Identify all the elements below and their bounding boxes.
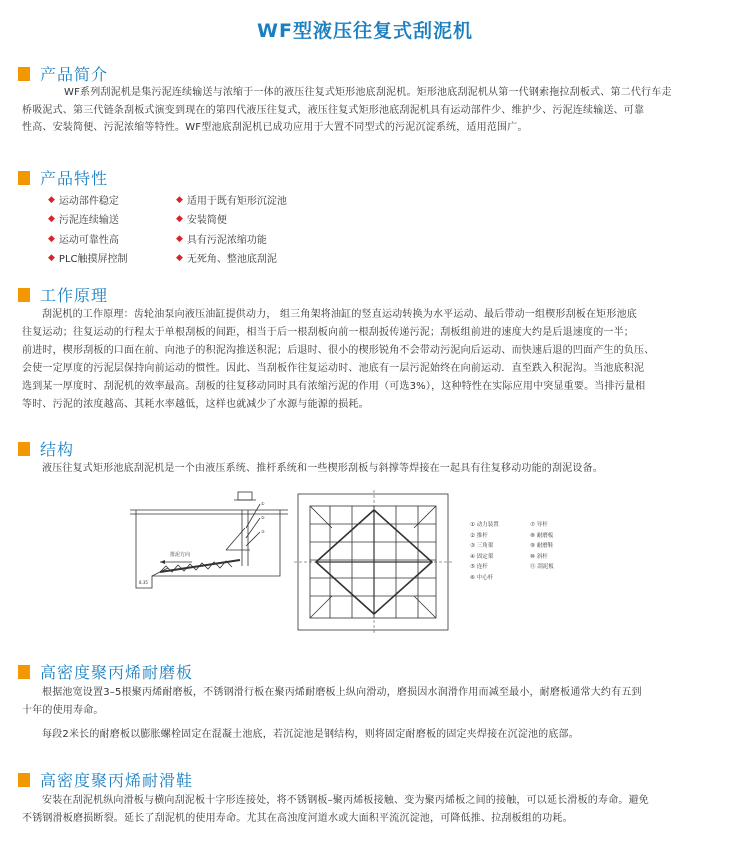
feature-label: 适用于既有矩形沉淀池 bbox=[186, 196, 287, 207]
plan-view-diagram bbox=[292, 488, 457, 638]
principle-line: 刮泥机的工作原理：齿轮油泵向液压油缸提供动力， 组三角架将油缸的竖直运动转换为水平运动、最后带动一组楔形刮板在矩形池底 bbox=[42, 309, 637, 320]
callout-number: ② bbox=[261, 515, 265, 520]
intro-line: WF系列刮泥机是集污泥连续输送与浓缩于一体的液压往复式矩形池底刮泥机。矩形池底刮泥机从第一代钢索拖拉刮板式、第二代行车走 bbox=[64, 87, 672, 98]
level-label: 8.35 bbox=[139, 580, 148, 585]
power-unit bbox=[238, 492, 252, 500]
side-elevation-diagram bbox=[130, 488, 290, 618]
legend-item: ③ 三角架 bbox=[470, 543, 494, 549]
principle-line: 往复运动；往复运动的行程太于单根刮板的间距，相当于后一根刮板向前一根刮扳传递污泥；刮板组前进的速度大约是后退速度的一半； bbox=[22, 327, 634, 338]
section-intro-title: 产品简介 bbox=[40, 65, 109, 84]
wearshoe-paragraph bbox=[22, 792, 708, 828]
principle-line: 选到某一厚度时、刮泥机的效率最高。刮板的往复移动同时具有浓缩污泥的作用（可选3%），这种特性在实际应用中突显重要。当排污量相 bbox=[22, 381, 646, 392]
section-wearshoe-title: 高密度聚丙烯耐滑鞋 bbox=[40, 771, 194, 790]
principle-line: 等时、污泥的浓度越高、其耗水率越低，这样也就减少了水源与能源的损耗。 bbox=[22, 399, 369, 410]
wearplate-line: 十年的使用寿命。 bbox=[22, 705, 104, 716]
feature-item bbox=[48, 192, 119, 207]
legend-item: ① 动力装置 bbox=[470, 522, 499, 528]
legend-item: ⑨ 耐磨鞋 bbox=[530, 543, 554, 549]
legend-column-right bbox=[530, 520, 590, 573]
section-marker bbox=[18, 773, 30, 787]
legend-item: ⑤ 连杆 bbox=[470, 564, 488, 570]
section-intro-header bbox=[18, 62, 108, 85]
intro-paragraph bbox=[22, 84, 708, 137]
diamond-bullet-icon: ◆ bbox=[176, 194, 183, 205]
intro-line: 桥吸泥式、第三代链条刮板式演变到现在的第四代液压往复式，液压往复式矩形池底刮泥机具有运动部件少、维护少、污泥连续输送、可靠 bbox=[22, 104, 645, 116]
section-wearshoe-header bbox=[18, 768, 193, 791]
callout-number: ① bbox=[261, 501, 265, 506]
wearshoe-line: 不锈钢滑板磨损断裂。延长了刮泥机的使用寿命。尤其在高浊度河道水或大面积平流沉淀池，可降低推、拉刮板组的功耗。 bbox=[22, 813, 573, 824]
section-structure-title: 结构 bbox=[40, 440, 75, 459]
feature-item bbox=[176, 250, 277, 265]
section-marker bbox=[18, 288, 30, 302]
feature-label: 安装简便 bbox=[186, 215, 227, 226]
legend-item: ⑦ 导杆 bbox=[530, 522, 548, 528]
structure-paragraph: 液压往复式矩形池底刮泥机是一个由液压系统、推杆系统和一些楔形刮板与斜撑等焊接在一起具有往复移动功能的刮泥设备。 bbox=[42, 463, 603, 474]
feature-item bbox=[48, 250, 128, 265]
principle-line: 会使一定厚度的污泥层保持向前运动的惯性。因此、当刮板作往复运动时、池底有一层污泥始终在向前运动．直至跌入积泥沟。当池底积泥 bbox=[22, 363, 645, 374]
feature-label: 具有污泥浓缩功能 bbox=[186, 235, 267, 246]
section-structure-header bbox=[18, 437, 74, 460]
diamond-bullet-icon: ◆ bbox=[48, 233, 55, 244]
legend-column-left bbox=[470, 520, 530, 583]
callout-number: ③ bbox=[261, 529, 265, 534]
section-marker bbox=[18, 171, 30, 185]
feature-item bbox=[48, 231, 119, 246]
wearshoe-line: 安装在刮泥机纵向滑板与横向刮泥板十字形连接处，将不锈钢板–聚丙烯板接触、变为聚丙烯板之间的接触，可以延长滑板的寿命。避免 bbox=[42, 795, 649, 806]
feature-label: 污泥连续输送 bbox=[58, 215, 119, 226]
section-features-title: 产品特性 bbox=[40, 169, 109, 188]
section-wearplate-header bbox=[18, 660, 193, 683]
legend-item: ④ 固定架 bbox=[470, 553, 494, 560]
feature-label: PLC触摸屏控制 bbox=[58, 254, 128, 265]
section-marker bbox=[18, 665, 30, 679]
legend-item: ② 推杆 bbox=[470, 532, 488, 539]
principle-line: 前进时，楔形刮板的口面在前、向池子的积泥沟推送积泥；后退时、很小的楔形锐角不会带动污泥向后运动、而快速后退的凹面产生的负压、 bbox=[22, 345, 655, 356]
legend-item: ⑩ 斜杆 bbox=[530, 553, 548, 560]
wearplate-line: 每段2米长的耐磨板以膨胀螺栓固定在混凝土池底，若沉淀池是钢结构，则将固定耐磨板的固定夹焊接在沉淀池的底部。 bbox=[42, 729, 579, 740]
intro-line: 性高、安装简便、污泥浓缩等特性。WF型池底刮泥机已成功应用于大置不同型式的污泥沉淀系统，适用范围广。 bbox=[22, 122, 528, 133]
diamond-bullet-icon: ◆ bbox=[48, 194, 55, 205]
section-features-header bbox=[18, 166, 108, 189]
diamond-bullet-icon: ◆ bbox=[176, 233, 183, 244]
discharge-direction-label: 排泥方向 bbox=[170, 552, 191, 558]
feature-label: 运动部件稳定 bbox=[58, 196, 119, 207]
section-marker bbox=[18, 442, 30, 456]
diamond-bullet-icon: ◆ bbox=[176, 252, 183, 263]
diamond-bullet-icon: ◆ bbox=[48, 213, 55, 224]
wearplate-paragraph bbox=[22, 684, 708, 744]
feature-item bbox=[176, 231, 267, 246]
principle-paragraph bbox=[22, 306, 712, 414]
feature-item bbox=[176, 211, 227, 226]
feature-item bbox=[48, 211, 119, 226]
tank-outline bbox=[136, 510, 280, 588]
page-title: WF型液压往复式刮泥机 bbox=[257, 20, 473, 42]
legend-item: ⑧ 耐磨板 bbox=[530, 532, 554, 539]
section-principle-title: 工作原理 bbox=[40, 286, 109, 305]
section-marker bbox=[18, 67, 30, 81]
wearplate-line: 根据池宽设置3–5根聚丙烯耐磨板，不锈钢滑行板在聚丙烯耐磨板上纵向滑动，磨损因水润滑作用而减至最小，耐磨板通常大约有五到 bbox=[42, 687, 642, 698]
diamond-bullet-icon: ◆ bbox=[176, 213, 183, 224]
legend-item: ⑥ 中心杆 bbox=[470, 574, 494, 581]
feature-label: 无死角、整池底刮泥 bbox=[186, 254, 277, 265]
feature-item bbox=[176, 192, 287, 207]
legend-item: ⑪ 刮泥板 bbox=[530, 564, 554, 570]
feature-label: 运动可靠性高 bbox=[58, 235, 119, 246]
section-principle-header bbox=[18, 283, 108, 306]
diamond-bullet-icon: ◆ bbox=[48, 252, 55, 263]
section-wearplate-title: 高密度聚丙烯耐磨板 bbox=[40, 663, 194, 682]
